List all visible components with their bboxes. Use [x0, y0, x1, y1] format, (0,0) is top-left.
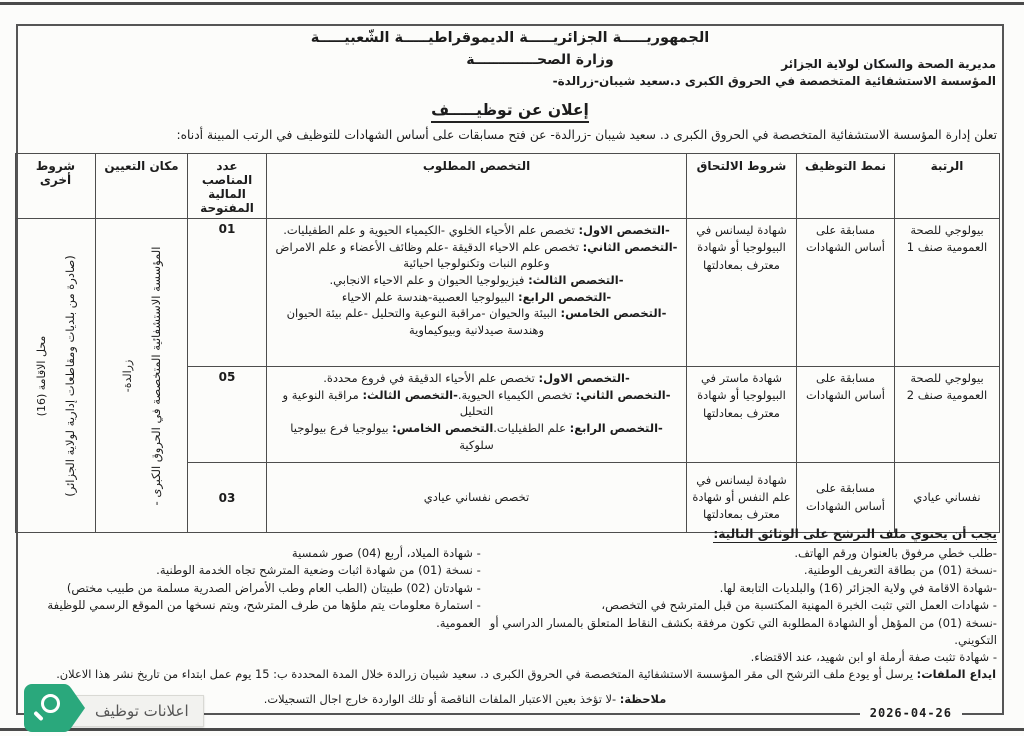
note-label: ملاحظة: [619, 692, 667, 706]
doc-item: - شهادة الميلاد، أربع (04) صور شمسية [291, 546, 481, 560]
note-paragraph: ملاحظة: -لا تؤخذ بعين الاعتبار الملفات الناقصة أو تلك الواردة خارج اجال التسجيلات. [263, 692, 667, 706]
column-header: عدد المناصب المالية المفتوحة [188, 154, 267, 219]
ministry-title: وزارة الصحـــــــــــــة [466, 52, 614, 68]
doc-item: - شهادات العمل التي تثبت الخبرة المهنية المكتسبة من قبل المترشح في التخصص، [601, 598, 997, 613]
republic-title: الجمهوريـــــة الجزائريـــــة الديموقراطيـــــة الشّعبيـــــة [310, 30, 710, 46]
required-documents-section [23, 523, 997, 667]
intro-line: تعلن إدارة المؤسسة الاستشفائية المتخصصة في الحروق الكبرى د. سعيد شيبان -زرالدة- عن فتح مسابقات على أساس الشهادات للتوظيف في الرتب المبينة أدناه: [176, 128, 997, 142]
column-header: التخصص المطلوب [267, 154, 687, 219]
document-frame [16, 24, 1004, 715]
doc-item: - نسخة (01) من شهادة اثبات وضعية المترشح تجاه الخدمة الوطنية. [156, 563, 481, 578]
rank-cell: بيولوجي للصحة العمومية صنف 2 [895, 367, 1000, 463]
file-deposit-paragraph: ايداع الملفات: يرسل أو يودع ملف الترشح الى مقر المؤسسة الاستشفائية المتخصصة في الحروق الكبرى د. سعيد شيبان زرالدة خلال المدة المحددة ب: 15 يوم عمل ابتداء من تاريخ نشر هذا الاعلان. [56, 667, 996, 681]
rank-cell: بيولوجي للصحة العمومية صنف 1 [895, 219, 1000, 367]
column-header: مكان التعيين [96, 154, 188, 219]
directorate-line: مديرية الصحة والسكان لولاية الجزائر [781, 57, 996, 71]
doc-item: - شهادة تثبت صفة أرملة او ابن شهيد، عند الاقتضاء. [750, 650, 997, 665]
issuer-block [553, 56, 996, 91]
column-header: شروط أخرى [16, 154, 96, 219]
documents-heading: يجب أن يحتوي ملف الترشح على الوثائق التالية: [713, 527, 997, 541]
doc-item: - استمارة معلومات يتم ملؤها من طرف المترشح، ويتم نسخها من الموقع الرسمي للوظيفة العمومية. [47, 598, 481, 630]
recruitment-mode-cell: مسابقة على أساس الشهادات [797, 463, 895, 533]
publication-date: 2026-04-26 [860, 706, 962, 720]
specialization-cell: -التخصص الاول: تخصص علم الأحياء الدقيقة في فروع محددة. -التخصص الثاني: تخصص الكيمياء الحيوية.-التخصص الثالث: مراقبة النوعية و التحليل -التخصص الرابع: علم الطفيليات.التخصص الخامس: بيولوجيا فرع بيولوجيا سلوكية [267, 367, 687, 463]
watermark-label: اعلانات توظيف [68, 695, 204, 727]
entry-condition-cell: شهادة ليسانس في علم النفس أو شهادة معترف بمعادلتها [687, 463, 797, 533]
table-header-row [16, 154, 1000, 219]
doc-item: -طلب خطي مرفوق بالعنوان ورقم الهاتف. [794, 546, 997, 560]
doc-item: -نسخة (01) من المؤهل أو الشهادة المطلوبة التي تكون مرفقة بكشف النقاط المتعلق بالمسار الدراسي أو التكويني. [489, 615, 997, 647]
outer-top-rule [0, 2, 1024, 5]
doc-item: -نسخة (01) من بطاقة التعريف الوطنية. [803, 563, 997, 578]
other-conditions-cell: محل الاقامة (16) (صادرة من بلديات ومقاطعات إدارية لولاية الجزائر) [16, 219, 96, 533]
entry-condition-cell: شهادة ماستر في البيولوجيا أو شهادة معترف بمعادلتها [687, 367, 797, 463]
open-positions-cell: 03 [188, 463, 267, 533]
recruitment-mode-cell: مسابقة على أساس الشهادات [797, 367, 895, 463]
rank-cell: نفساني عيادي [895, 463, 1000, 533]
outer-bottom-rule [0, 728, 1024, 731]
announcement-title: إعلان عن توظيـــــف [18, 100, 1002, 119]
entry-condition-cell: شهادة ليسانس في البيولوجيا أو شهادة معترف بمعادلتها [687, 219, 797, 367]
establishment-line: المؤسسة الاستشفائية المتخصصة في الحروق الكبرى د.سعيد شيبان-زرالدة- [552, 74, 996, 89]
table-body [16, 219, 1000, 533]
open-positions-cell: 01 [188, 219, 267, 367]
assignment-location-cell: زرالدة- المؤسسة الاستشفائية المتخصصة في الحروق الكبرى - [96, 219, 188, 533]
table-row [16, 219, 1000, 367]
badge-pointer [71, 688, 85, 728]
deposit-label: ايداع الملفات: [916, 667, 996, 681]
specialization-cell: تخصص نفساني عيادي [267, 463, 687, 533]
documents-list-left [23, 545, 481, 667]
specialization-cell: -التخصص الاول: تخصص علم الأحياء الخلوي -الكيمياء الحيوية و علم الطفيليات. -التخصص الثاني: تخصص علم الاحياء الدقيقة -علم وظائف الأعضاء و علم الامراض وعلوم النبات وتكنولوجيا احيائية -التخصص الثالث: فيزيولوجيا الحيوان و علم الاحياء الانجابي. -التخصص الرابع: البيولوجيا العصبية-هندسة علم الاحياء -التخصص الخامس: البيئة والحيوان -مراقبة النوعية والتحليل -علم بيئة الحيوان وهندسة صيدلانية وبيوكيماوية [267, 219, 687, 367]
documents-list-right [481, 545, 997, 667]
watermark-badge [24, 684, 72, 732]
column-header: الرتبة [895, 154, 1000, 219]
recruitment-mode-cell: مسابقة على أساس الشهادات [797, 219, 895, 367]
column-header: شروط الالتحاق [687, 154, 797, 219]
recruitment-table [15, 153, 1000, 533]
open-positions-cell: 05 [188, 367, 267, 463]
doc-item: -شهادة الاقامة في ولاية الجزائر (16) والبلديات التابعة لها. [719, 580, 997, 595]
doc-item: - شهادتان (02) طبيتان (الطب العام وطب الأمراض الصدرية مسلمة من طبيب مختص) [66, 580, 481, 595]
column-header: نمط التوظيف [797, 154, 895, 219]
